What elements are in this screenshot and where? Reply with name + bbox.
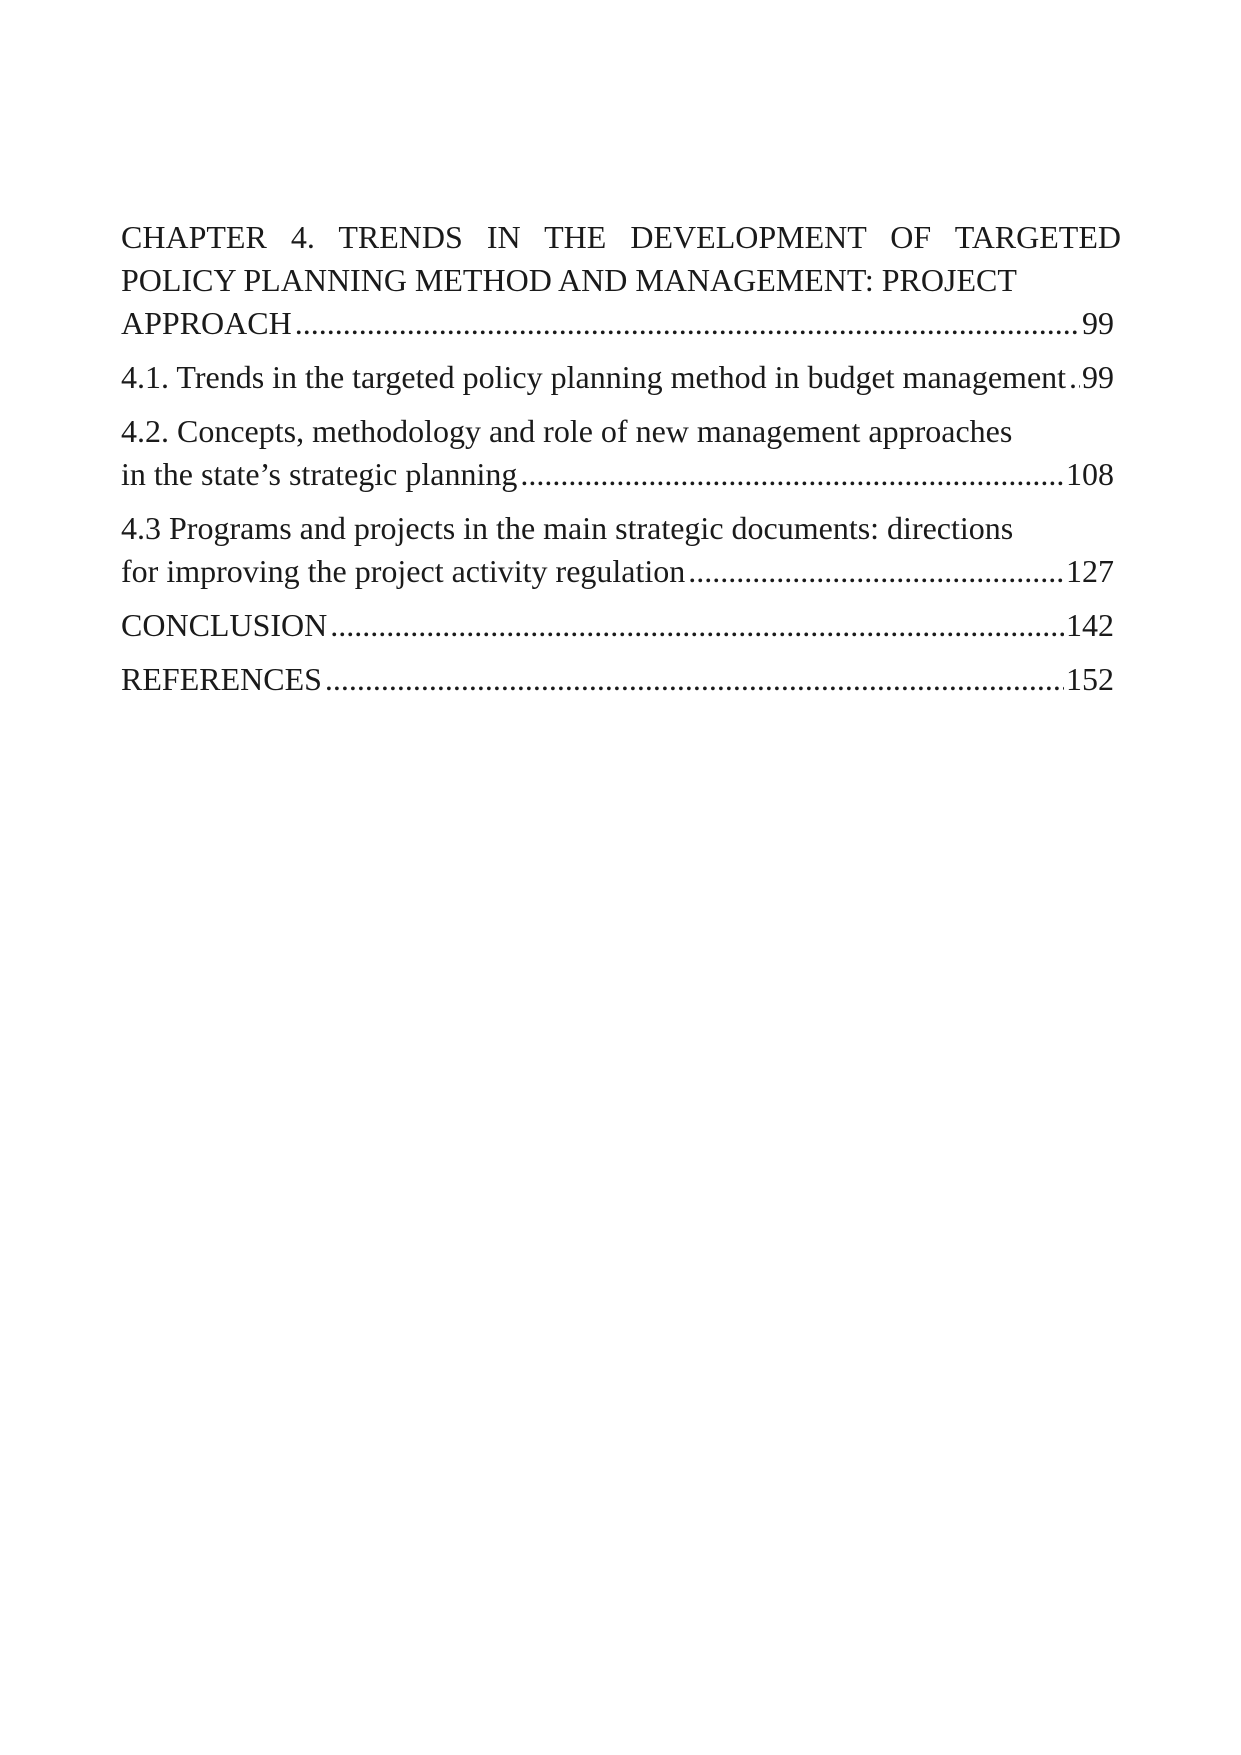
toc-entry-page-number: 127 [1066,553,1114,589]
dot-leader [688,550,1064,593]
toc-entry-last-line [121,356,1114,399]
toc-entry-page-number: 99 [1082,359,1114,395]
dot-leader [325,658,1064,701]
toc-entry-title-tail: REFERENCES [121,661,322,697]
toc-entry-page-number: 108 [1066,456,1114,492]
dot-leader [330,604,1064,647]
toc-entry-references [121,658,1121,701]
toc-entry-last-line [121,302,1114,345]
dot-leader [295,302,1080,345]
toc-entry-4-2 [121,410,1121,496]
dot-leader [1069,356,1080,399]
toc-entry-title-tail: 4.1. Trends in the targeted policy planning method in budget management [121,359,1067,395]
toc-entry-title-tail: APPROACH [121,305,292,341]
toc-entry-4-1 [121,356,1121,399]
toc-entry-title-lead: 4.2. Concepts, methodology and role of new management approaches [121,413,1013,449]
toc-entry-4-3 [121,507,1121,593]
dot-leader [520,453,1064,496]
toc-entry-conclusion [121,604,1121,647]
toc-entry-chapter-4 [121,216,1121,345]
toc-entry-page-number: 142 [1066,607,1114,643]
toc-entry-page-number: 152 [1066,661,1114,697]
toc-entry-title-tail: for improving the project activity regulation [121,553,686,589]
toc-entry-title-tail: in the state’s strategic planning [121,456,518,492]
toc-entry-last-line [121,604,1114,647]
toc-entry-last-line [121,453,1114,496]
toc-entry-title-lead: CHAPTER 4. TRENDS IN THE DEVELOPMENT OF TARGETED POLICY PLANNING METHOD AND MANAGEMENT: PROJECT [121,219,1121,298]
toc-entry-last-line [121,658,1114,701]
toc-entry-title-lead: 4.3 Programs and projects in the main strategic documents: directions [121,510,1014,546]
toc-entry-last-line [121,550,1114,593]
table-of-contents [121,216,1121,712]
toc-entry-page-number: 99 [1082,305,1114,341]
toc-entry-title-tail: CONCLUSION [121,607,328,643]
